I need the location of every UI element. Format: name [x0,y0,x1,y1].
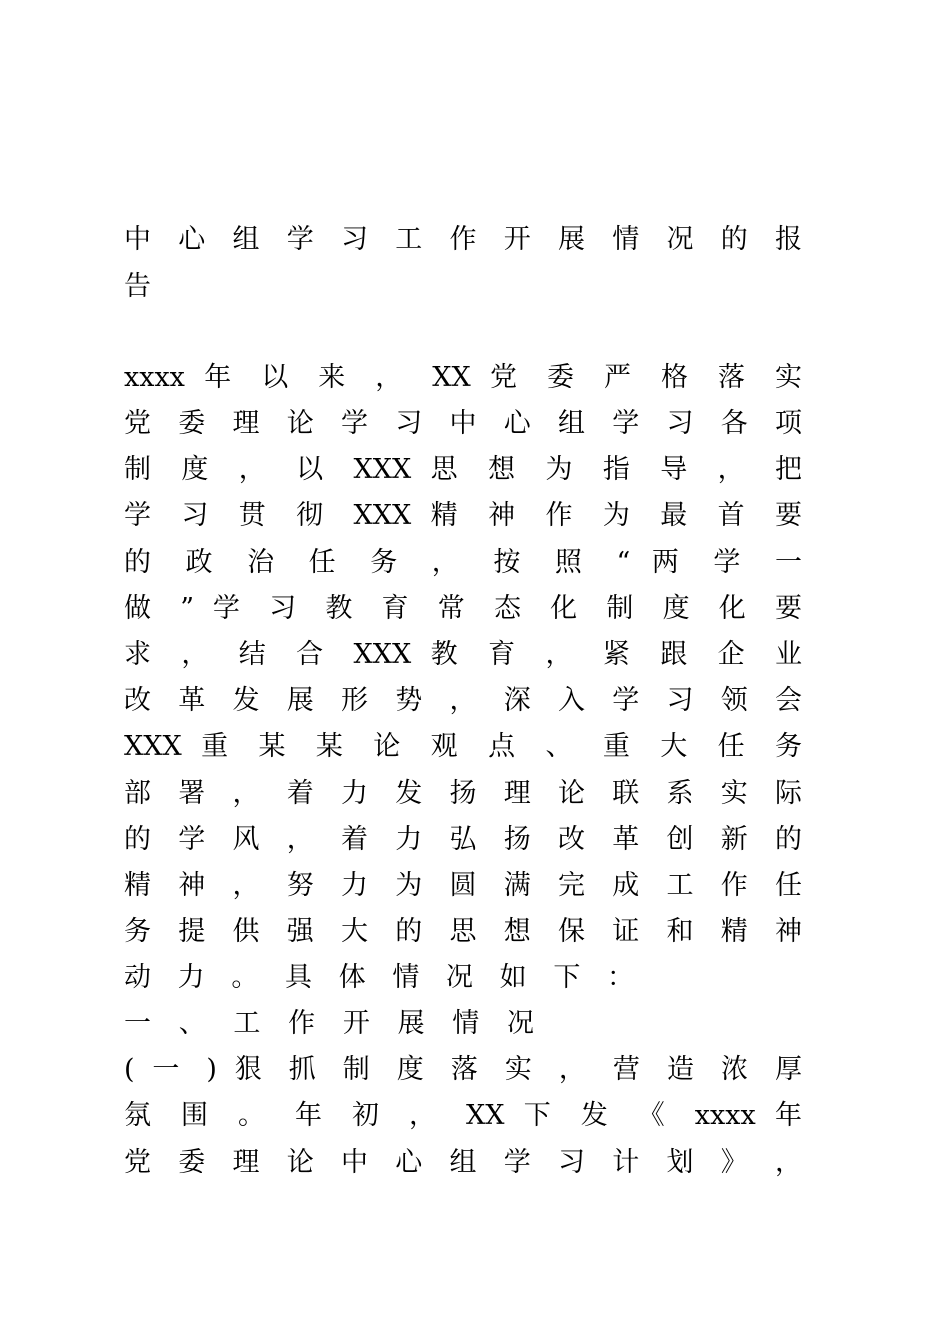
body-line-1: xxxx 年 以 来 ， XX 党 委 严 格 落 实 [124,362,802,393]
body-line-2: 党 委 理 论 学 习 中 心 组 学 习 各 项 [124,408,802,439]
body-line-5: 的 政 治 任 务 ， 按 照 “ 两 学 一 [124,547,802,578]
body-line-4: 学 习 贯 彻 XXX 精 神 作 为 最 首 要 [124,500,802,531]
section-heading: 一 、 工 作 开 展 情 况 [124,1008,534,1039]
body-line-7: 求 ， 结 合 XXX 教 育 ， 紧 跟 企 业 [124,639,802,670]
body-line-10: 部 署 ， 着 力 发 扬 理 论 联 系 实 际 [124,778,802,809]
subsection-line-2: 氛 围 。 年 初 ， XX 下 发 《 xxxx 年 [124,1100,802,1131]
subsection-line-1: ( 一 ) 狠 抓 制 度 落 实 ， 营 造 浓 厚 [124,1054,802,1085]
title-line-1: 中 心 组 学 习 工 作 开 展 情 况 的 报 [124,224,802,255]
body-line-6: 做 ” 学 习 教 育 常 态 化 制 度 化 要 [124,593,802,624]
body-line-11: 的 学 风 ， 着 力 弘 扬 改 革 创 新 的 [124,824,802,855]
body-line-8: 改 革 发 展 形 势 ， 深 入 学 习 领 会 [124,685,802,716]
body-line-3: 制 度 ， 以 XXX 思 想 为 指 导 ， 把 [124,454,802,485]
body-line-12: 精 神 ， 努 力 为 圆 满 完 成 工 作 任 [124,870,802,901]
body-line-14: 动 力 。 具 体 情 况 如 下 ： [124,962,634,993]
subsection-line-3: 党 委 理 论 中 心 组 学 习 计 划 》 ， [124,1147,802,1178]
body-line-9: XXX 重 某 某 论 观 点 、 重 大 任 务 [124,731,802,762]
title-line-2: 告 [124,271,151,302]
body-line-13: 务 提 供 强 大 的 思 想 保 证 和 精 神 [124,916,802,947]
